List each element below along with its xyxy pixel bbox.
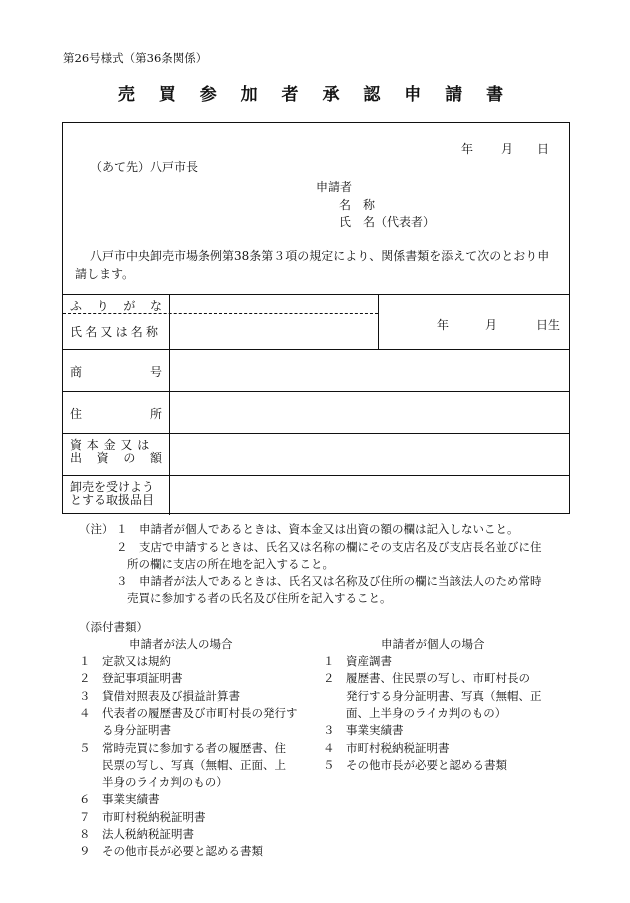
birth-year-label: 年 bbox=[437, 318, 450, 332]
indiv-heading: 申請者が個人の場合 bbox=[381, 637, 485, 651]
attachment-item: ５ その他市長が必要と認める書類 bbox=[323, 757, 507, 772]
date-day-label: 日 bbox=[537, 142, 550, 156]
goods-label-1: 卸売を受けよう bbox=[70, 480, 155, 494]
goods-label-2: とする取扱品目 bbox=[70, 493, 155, 507]
applicant-label: 申請者 bbox=[316, 180, 353, 194]
attachment-item: る身分証明書 bbox=[79, 723, 171, 738]
attachment-item: ３ 貸借対照表及び損益計算書 bbox=[79, 688, 240, 703]
form-number: 第26号様式（第36条関係） bbox=[63, 51, 208, 65]
application-form-box bbox=[62, 122, 570, 514]
note-2b: 所の欄に支店の所在地を記入すること。 bbox=[127, 557, 334, 571]
birth-month-label: 月 bbox=[485, 318, 498, 332]
attachment-item: ５ 常時売買に参加する者の履歴書、住 bbox=[79, 740, 286, 755]
statement-line-2: 請します。 bbox=[75, 267, 135, 281]
applicant-name-label: 名 称 bbox=[339, 198, 376, 212]
attachment-item: ４ 市町村税納税証明書 bbox=[323, 740, 450, 755]
attachment-item: 面、上半身のライカ判のもの） bbox=[323, 705, 507, 720]
corp-heading: 申請者が法人の場合 bbox=[129, 637, 233, 651]
furigana-label: ふ り が な bbox=[70, 299, 162, 313]
attachment-item: ２ 履歴書、住民票の写し、市町村長の bbox=[323, 671, 530, 686]
attachment-item: ３ 事業実績書 bbox=[323, 723, 404, 738]
note-3b: 売買に参加する者の氏名及び住所を記入すること。 bbox=[127, 591, 392, 605]
attachment-item: １ 資産調書 bbox=[323, 654, 392, 668]
statement-line-1: 八戸市中央卸売市場条例第38条第３項の規定により、関係書類を添えて次のとおり申 bbox=[90, 249, 550, 263]
date-month-label: 月 bbox=[501, 142, 514, 156]
attachment-item: 民票の写し、写真（無帽、正面、上 bbox=[79, 757, 286, 772]
attachment-item: ７ 市町村税納税証明書 bbox=[79, 809, 206, 824]
note-3a: ３ 申請者が法人であるときは、氏名又は名称及び住所の欄に当該法人のため常時 bbox=[116, 574, 542, 588]
trade-name-label: 商 号 bbox=[70, 365, 162, 379]
name-or-title-label: 氏名又は名称 bbox=[70, 325, 162, 339]
attachment-item: ９ その他市長が必要と認める書類 bbox=[79, 844, 263, 859]
date-year-label: 年 bbox=[461, 142, 474, 156]
representative-label: 氏 名（代表者） bbox=[339, 215, 436, 229]
attachments-label: （添付書類） bbox=[79, 620, 148, 634]
attachment-item: ２ 登記事項証明書 bbox=[79, 671, 183, 686]
attachment-item: １ 定款又は規約 bbox=[79, 654, 171, 668]
attachment-item: ６ 事業実績書 bbox=[79, 792, 160, 807]
address-label: 住 所 bbox=[70, 407, 162, 421]
capital-label-2: 出 資 の 額 bbox=[70, 451, 162, 465]
birth-day-label: 日生 bbox=[536, 318, 561, 332]
attachment-item: 半身のライカ判のもの） bbox=[79, 775, 228, 790]
notes-label: （注） bbox=[79, 522, 114, 536]
capital-label-1: 資本金又は bbox=[70, 438, 155, 452]
attachment-item: 発行する身分証明書、写真（無帽、正 bbox=[323, 688, 542, 703]
document-title: 売 買 参 加 者 承 認 申 請 書 bbox=[117, 85, 513, 105]
note-1: １ 申請者が個人であるときは、資本金又は出資の額の欄は記入しないこと。 bbox=[116, 522, 519, 536]
attachment-item: ８ 法人税納税証明書 bbox=[79, 827, 194, 841]
note-2a: ２ 支店で申請するときは、氏名又は名称の欄にその支店名及び支店長名並びに住 bbox=[116, 540, 542, 554]
attachment-item: ４ 代表者の履歴書及び市町村長の発行す bbox=[79, 705, 298, 720]
addressee: （あて先）八戸市長 bbox=[90, 160, 199, 174]
